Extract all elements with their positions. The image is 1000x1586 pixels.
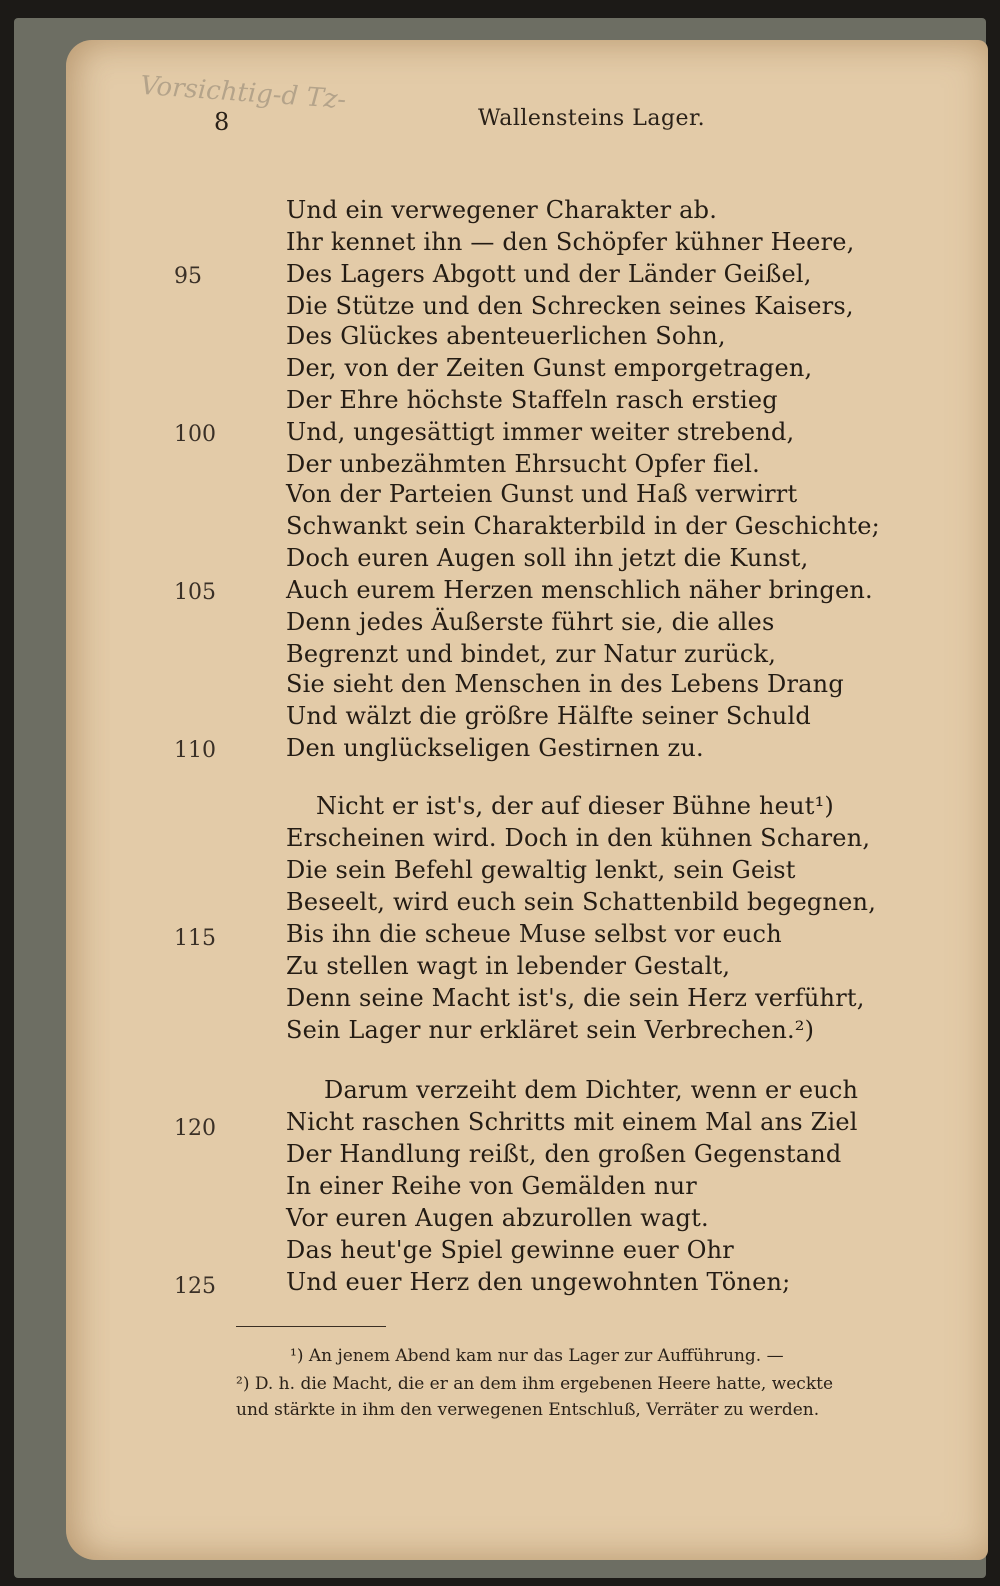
verse-line: Der, von der Zeiten Gunst emporgetragen, bbox=[286, 354, 813, 382]
verse-line: Denn jedes Äußerste führt sie, die alles bbox=[286, 608, 775, 636]
verse-line: Nicht er ist's, der auf dieser Bühne heut¹) bbox=[316, 792, 834, 820]
line-number: 115 bbox=[174, 926, 216, 951]
verse-line: Das heut'ge Spiel gewinne euer Ohr bbox=[286, 1236, 734, 1264]
verse-line: Und, ungesättigt immer weiter strebend, bbox=[286, 418, 795, 446]
verse-line: Der Ehre höchste Staffeln rasch erstieg bbox=[286, 386, 778, 414]
verse-line: Begrenzt und bindet, zur Natur zurück, bbox=[286, 640, 777, 668]
verse-line: Sein Lager nur erkläret sein Verbrechen.²) bbox=[286, 1016, 815, 1044]
verse-line: Des Lagers Abgott und der Länder Geißel, bbox=[286, 260, 812, 288]
pencil-annotation: Vorsichtig-d Tz- bbox=[139, 70, 348, 116]
verse-line: Des Glückes abenteuerlichen Sohn, bbox=[286, 322, 726, 350]
verse-line: Doch euren Augen soll ihn jetzt die Kunst, bbox=[286, 544, 809, 572]
verse-line: Den unglückseligen Gestirnen zu. bbox=[286, 734, 704, 762]
verse-line: Auch eurem Herzen menschlich näher bringen. bbox=[286, 576, 873, 604]
footnote: und stärkte in ihm den verwegenen Entschluß, Verräter zu werden. bbox=[236, 1400, 820, 1420]
page-header bbox=[0, 100, 1000, 140]
verse-line: Von der Parteien Gunst und Haß verwirrt bbox=[286, 480, 798, 508]
footnote: ²) D. h. die Macht, die er an dem ihm ergebenen Heere hatte, weckte bbox=[236, 1374, 834, 1394]
verse-line: Erscheinen wird. Doch in den kühnen Scharen, bbox=[286, 824, 871, 852]
verse-line: Ihr kennet ihn — den Schöpfer kühner Heere, bbox=[286, 228, 855, 256]
verse-line: Denn seine Macht ist's, die sein Herz verführt, bbox=[286, 984, 865, 1012]
line-number: 125 bbox=[174, 1274, 216, 1299]
line-number: 100 bbox=[174, 422, 216, 447]
verse-line: Der Handlung reißt, den großen Gegenstand bbox=[286, 1140, 842, 1168]
line-number: 95 bbox=[174, 264, 202, 289]
line-number: 110 bbox=[174, 738, 216, 763]
verse-line: Und wälzt die größre Hälfte seiner Schuld bbox=[286, 702, 811, 730]
verse-line: Vor euren Augen abzurollen wagt. bbox=[286, 1204, 709, 1232]
verse-line: Und euer Herz den ungewohnten Tönen; bbox=[286, 1268, 791, 1296]
verse-line: Schwankt sein Charakterbild in der Geschichte; bbox=[286, 512, 880, 540]
running-title: Wallensteins Lager. bbox=[478, 106, 706, 131]
verse-line: Und ein verwegener Charakter ab. bbox=[286, 196, 718, 224]
verse-line: Sie sieht den Menschen in des Lebens Drang bbox=[286, 670, 844, 698]
page-number: 8 bbox=[214, 108, 230, 136]
footnote: ¹) An jenem Abend kam nur das Lager zur Aufführung. — bbox=[290, 1346, 784, 1366]
verse-line: Die sein Befehl gewaltig lenkt, sein Geist bbox=[286, 856, 796, 884]
verse-line: In einer Reihe von Gemälden nur bbox=[286, 1172, 697, 1200]
footnote-divider bbox=[236, 1326, 386, 1327]
verse-line: Die Stütze und den Schrecken seines Kaisers, bbox=[286, 292, 854, 320]
verse-line: Zu stellen wagt in lebender Gestalt, bbox=[286, 952, 731, 980]
verse-line: Beseelt, wird euch sein Schattenbild begegnen, bbox=[286, 888, 877, 916]
verse-line: Darum verzeiht dem Dichter, wenn er euch bbox=[324, 1076, 859, 1104]
verse-line: Bis ihn die scheue Muse selbst vor euch bbox=[286, 920, 782, 948]
line-number: 105 bbox=[174, 580, 216, 605]
verse-line: Der unbezähmten Ehrsucht Opfer fiel. bbox=[286, 450, 761, 478]
verse-line: Nicht raschen Schritts mit einem Mal ans Ziel bbox=[286, 1108, 858, 1136]
line-number: 120 bbox=[174, 1116, 216, 1141]
